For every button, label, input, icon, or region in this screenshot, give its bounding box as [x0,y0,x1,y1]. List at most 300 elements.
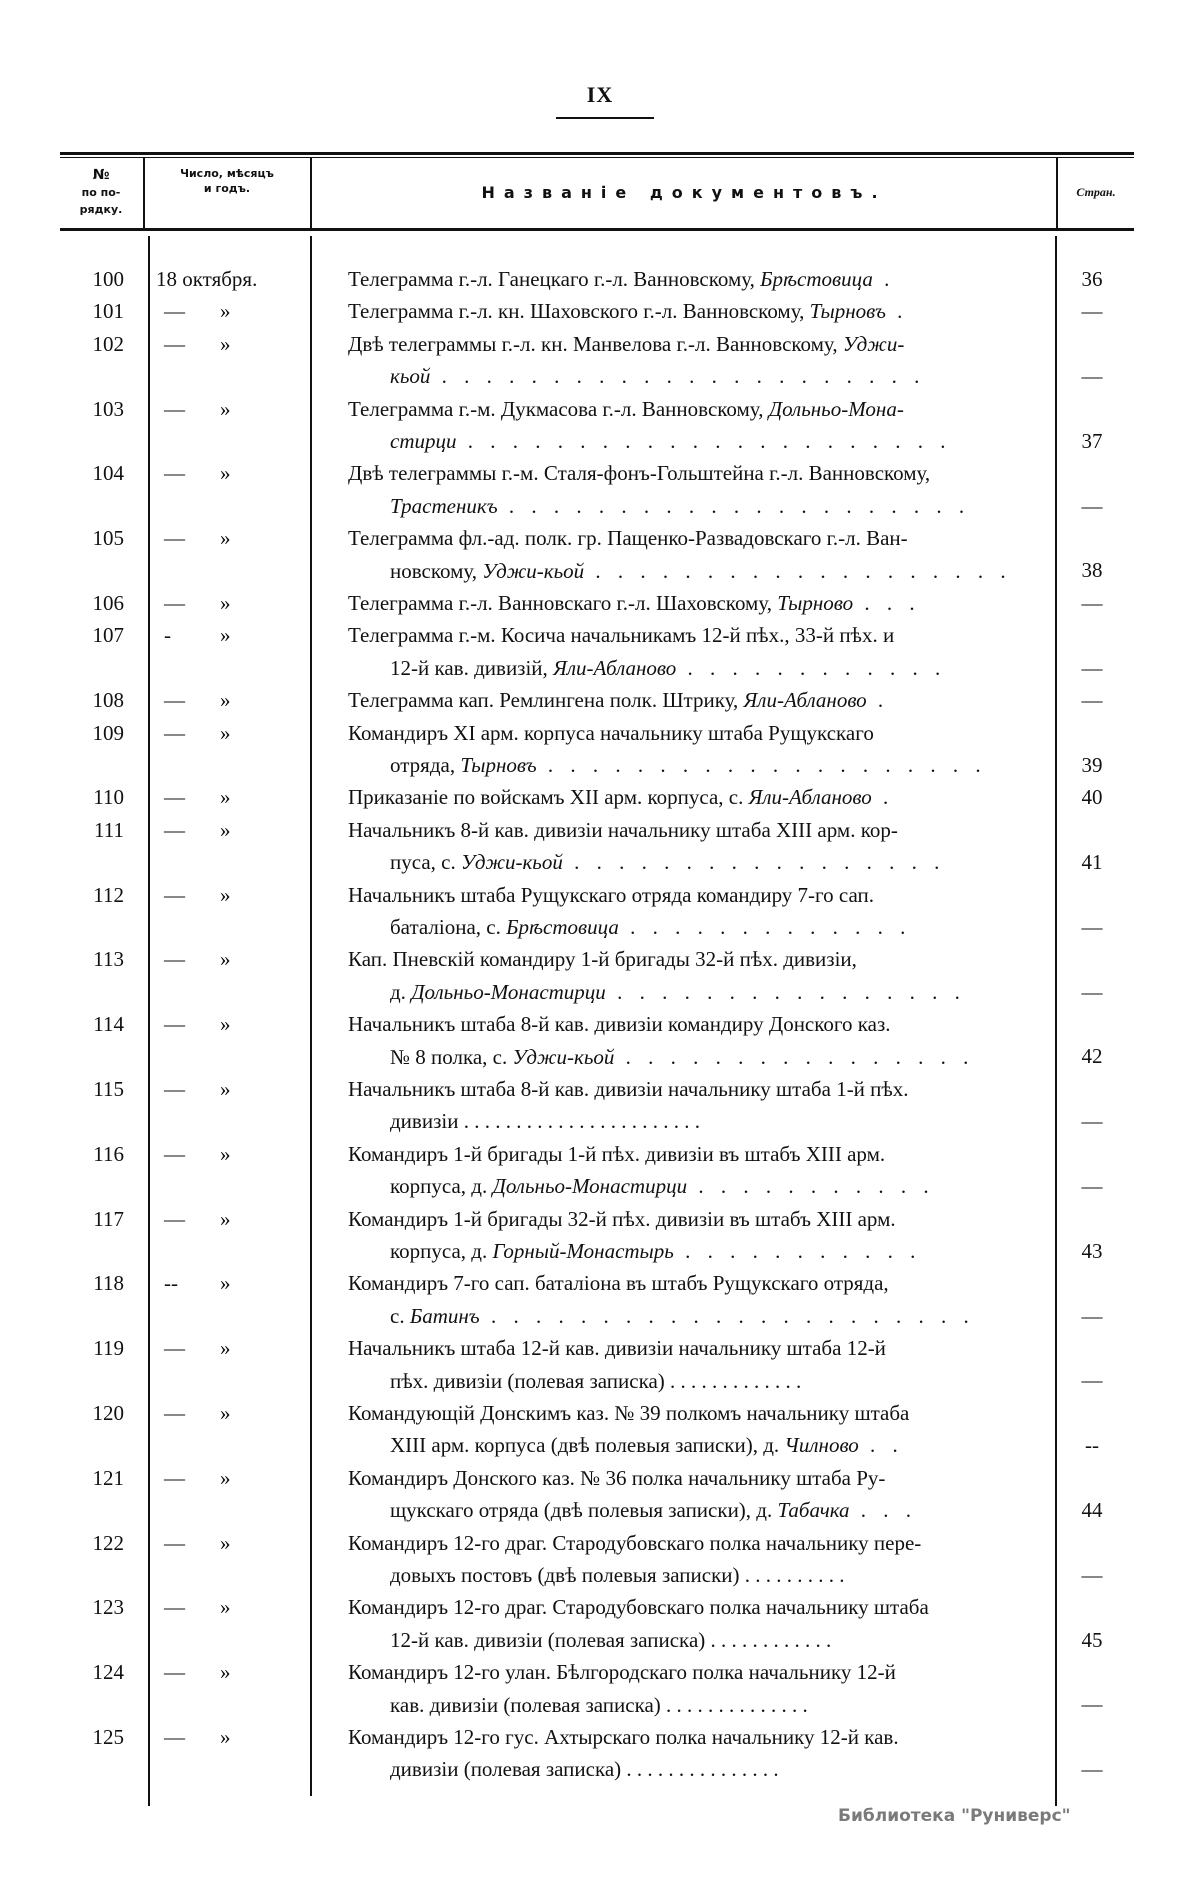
title-text: Командиръ Донского каз. № 36 полка начальнику штаба Ру- [348,1465,886,1490]
place-name: Дольньо-Монастирци [411,979,606,1004]
row-number [0,1397,126,1462]
row-date [126,1397,312,1462]
title-text: отряда, [390,753,461,778]
document-list [0,263,1200,1786]
page-ref [1044,1462,1140,1527]
title-text: Командиръ 12-го драг. Стародубовскаго полка начальнику штаба [348,1595,929,1620]
row-number-text: 124 [92,1660,124,1685]
title-line [348,1300,1044,1333]
place-name: кьой [390,364,431,389]
row-number [0,1656,126,1721]
place-name: Яли-Абланово [743,688,867,713]
title-text: Начальникъ 8-й кав. дивизіи начальнику штаба XIII арм. кор- [348,817,898,842]
header-number [60,156,142,228]
place-name: Тырновъ [809,299,886,324]
date-dash: — [164,1336,185,1361]
row-number [0,619,126,684]
leader-dots: . [866,688,890,713]
page-ref [1044,619,1140,684]
title-line [348,1041,1044,1074]
row-number [0,457,126,522]
page-ref [1044,263,1140,295]
page-ref-text: — [1081,1303,1103,1328]
date-dash: — [164,396,185,421]
place-name: Чилново [784,1433,859,1458]
date-ditto-mark: » [220,1724,231,1749]
page-ref [1044,717,1140,782]
date-dash: — [164,299,185,324]
page-ref-text: 38 [1081,558,1103,583]
title-text: Начальникъ штаба 12-й кав. дивизіи начальнику штаба 12-й [348,1336,886,1361]
row-date [126,943,312,1008]
leader-dots: . . . [849,1498,918,1523]
place-name: Уджи-кьой [482,558,585,583]
place-name: стирци [390,429,457,454]
title-text: Телеграмма г.-м. Дукмасова г.-л. Ванновскому, [348,396,769,421]
date-dash: — [164,1141,185,1166]
date-ditto-mark: » [220,590,231,615]
title-line [348,1332,1044,1365]
date-ditto-mark: » [220,1660,231,1685]
place-name: Яли-Абланово [553,655,677,680]
page-ref-text: — [1081,1174,1103,1199]
table-row [0,717,1200,782]
date-dash: — [164,1400,185,1425]
title-line [348,263,1044,296]
date-ditto-mark: » [220,882,231,907]
table-row [0,393,1200,458]
date-dash: — [164,882,185,907]
page-ref [1044,295,1140,327]
title-text: с. [390,1303,410,1328]
row-number-text: 106 [92,590,124,615]
leader-dots: . . . . . . . . . . . . . . . . . . . [584,558,1012,583]
date-dash: — [164,785,185,810]
title-text: Телеграмма г.-л. Ванновскаго г.-л. Шаховскому, [348,590,778,615]
title-line [348,1656,1044,1689]
document-title [312,1527,1044,1592]
date-dash: -- [164,1271,178,1296]
date-dash: — [164,461,185,486]
date-ditto-mark: » [220,1271,231,1296]
place-name: Дольньо-Монастирци [492,1174,688,1199]
title-text: новскому, [390,558,483,583]
table-row [0,263,1200,295]
page-ref-text: — [1081,493,1103,518]
page-ref [1044,587,1140,619]
title-text: Командиръ 7-го сап. баталіона въ штабъ Рущукскаго отряда, [348,1271,889,1296]
row-date [126,1591,312,1656]
table-row [0,1721,1200,1786]
row-number-text: 119 [93,1336,124,1361]
title-text: 12-й кав. дивизіи (полевая записка) . . . . . . . . . . . . [390,1627,832,1652]
title-text: Телеграмма г.-м. Косича начальникамъ 12-й пѣх., 33-й пѣх. и [348,623,895,648]
header-title: Названіе документовъ. [481,182,887,202]
leader-dots: . . . . . . . . . . . . . . . . . . . . . . [479,1303,975,1328]
row-number-text: 109 [92,720,124,745]
row-number [0,263,126,295]
title-text: 12-й кав. дивизій, [390,655,554,680]
title-line [348,1624,1044,1657]
document-title [312,1656,1044,1721]
table-row [0,1656,1200,1721]
row-number-text: 121 [92,1465,124,1490]
leader-dots: . . [858,1433,904,1458]
title-text: Телеграмма фл.-ад. полк. гр. Пащенко-Развадовскаго г.-л. Ван- [348,526,908,551]
title-line [348,684,1044,717]
row-date [126,1138,312,1203]
page-ref-text: — [1081,590,1103,615]
place-name: Тырново [777,590,854,615]
title-line [348,1365,1044,1398]
document-title [312,1008,1044,1073]
title-line [348,295,1044,328]
document-title [312,814,1044,879]
title-text: Командиръ 1-й бригады 32-й пѣх. дивизіи въ штабъ XIII арм. [348,1206,896,1231]
title-text: Телеграмма г.-л. кн. Шаховского г.-л. Ванновскому, [348,299,810,324]
date-dash: — [164,947,185,972]
row-number [0,814,126,879]
row-date [126,1203,312,1268]
title-text: Командующій Донскимъ каз. № 39 полкомъ начальнику штаба [348,1400,910,1425]
header-number-line2: по по- [81,185,121,199]
leader-dots: . [885,299,909,324]
table-row [0,1267,1200,1332]
place-name: Трастеникъ [390,493,498,518]
page-ref [1044,1656,1140,1721]
row-date [126,457,312,522]
leader-dots: . [871,785,895,810]
leader-dots: . . . . . . . . . . . . . . . . . . . . [536,753,987,778]
page-ref-text: 40 [1081,785,1103,810]
row-number [0,328,126,393]
page-ref [1044,393,1140,458]
watermark: Библиотека "Руниверс" [838,1806,1071,1826]
row-date [126,263,312,295]
place-name: Табачка [777,1498,850,1523]
date-ditto-mark: » [220,1141,231,1166]
page-ref [1044,1138,1140,1203]
date-dash: — [164,1012,185,1037]
page-ref [1044,1203,1140,1268]
date-dash: — [164,1206,185,1231]
place-name: Брѣстовица [760,267,873,291]
page-ref [1044,814,1140,879]
row-number [0,1203,126,1268]
page-number: IX [586,82,614,107]
title-text: Приказаніе по войскамъ XII арм. корпуса, с. [348,785,749,810]
title-line [348,717,1044,750]
row-number-text: 104 [92,461,124,486]
page-ref-text: — [1081,1757,1103,1782]
page-ref [1044,684,1140,716]
row-date [126,522,312,587]
place-name: Батинъ [409,1303,480,1328]
page-ref-text: 36 [1081,266,1103,291]
row-number-text: 103 [92,396,124,421]
table-row [0,1462,1200,1527]
page-ref [1044,781,1140,813]
row-date [126,1008,312,1073]
document-title [312,717,1044,782]
title-line [348,587,1044,620]
row-number [0,522,126,587]
row-date [126,328,312,393]
leader-dots: . [872,267,896,291]
title-line [348,781,1044,814]
row-number-text: 117 [93,1206,124,1231]
document-title [312,1397,1044,1462]
page-ref [1044,1332,1140,1397]
row-number [0,879,126,944]
table-top-rule [60,152,1134,155]
date-text: 18 октября. [156,267,258,291]
row-number-text: 120 [92,1400,124,1425]
title-line [348,879,1044,912]
row-number-text: 115 [93,1076,124,1101]
row-number [0,393,126,458]
document-title [312,328,1044,393]
page-ref [1044,1721,1140,1786]
row-number-text: 123 [92,1595,124,1620]
row-date [126,1721,312,1786]
title-line [348,1591,1044,1624]
table-row [0,1138,1200,1203]
row-number-text: 114 [93,1012,124,1037]
title-text: Командиръ XI арм. корпуса начальнику штаба Рущукскаго [348,720,874,745]
table-row [0,1073,1200,1138]
title-line [348,1203,1044,1236]
page-ref-text: -- [1085,1433,1099,1458]
row-date [126,1462,312,1527]
title-line [348,619,1044,652]
page-ref-text: 42 [1081,1044,1103,1069]
title-line [348,911,1044,944]
leader-dots: . . . . . . . . . . . . . . . . . . . . . . [456,429,952,454]
title-line [348,1689,1044,1722]
row-number-text: 116 [93,1141,124,1166]
row-date [126,393,312,458]
row-number [0,717,126,782]
title-text: Командиръ 12-го гус. Ахтырскаго полка начальнику 12-й кав. [348,1724,899,1749]
title-line [348,522,1044,555]
title-text: Телеграмма г.-л. Ганецкаго г.-л. Ванновскому, [348,267,761,291]
title-text: Начальникъ штаба Рущукскаго отряда командиру 7-го сап. [348,882,874,907]
page-ref-text: — [1081,1692,1103,1717]
table-row [0,587,1200,619]
row-number [0,1008,126,1073]
title-text: Командиръ 12-го улан. Бѣлгородскаго полка начальнику 12-й [348,1660,896,1685]
document-title [312,1138,1044,1203]
place-name: Тырновъ [460,753,537,778]
date-ditto-mark: » [220,720,231,745]
header-date-line1: Число, мѣсяцъ [180,167,274,180]
row-date [126,1527,312,1592]
title-line [348,652,1044,685]
document-title [312,1591,1044,1656]
date-dash: — [164,331,185,356]
page-ref-text: 39 [1081,752,1103,777]
page-ref [1044,879,1140,944]
date-dash: — [164,1660,185,1685]
table-row [0,781,1200,813]
row-number-text: 108 [92,688,124,713]
title-line [348,425,1044,458]
table-row [0,1527,1200,1592]
date-ditto-mark: » [220,947,231,972]
document-title [312,263,1044,295]
leader-dots: . . . . . . . . . . . [687,1174,935,1199]
leader-dots: . . . . . . . . . . . . . . . . [614,1044,975,1069]
page-ref-text: — [1081,1368,1103,1393]
row-number-text: 118 [93,1271,124,1296]
date-ditto-mark: » [220,817,231,842]
place-name: Уджи-кьой [460,850,563,875]
date-ditto-mark: » [220,1595,231,1620]
title-line [348,976,1044,1009]
page-ref-text: — [1081,655,1103,680]
document-title [312,943,1044,1008]
title-line [348,490,1044,523]
row-number [0,1267,126,1332]
title-text: пѣх. дивизіи (полевая записка) . . . . . . . . . . . . . [390,1368,802,1393]
row-date [126,295,312,327]
date-dash: — [164,1595,185,1620]
title-text: баталіона, с. [390,915,507,940]
row-number [0,1721,126,1786]
row-number-text: 102 [92,331,124,356]
row-date [126,1073,312,1138]
row-date [126,587,312,619]
date-ditto-mark: » [220,1400,231,1425]
date-dash: — [164,590,185,615]
page-ref [1044,1267,1140,1332]
document-title [312,1721,1044,1786]
date-ditto-mark: » [220,623,231,648]
page-ref-text: — [1081,688,1103,713]
row-date [126,879,312,944]
page-ref [1044,457,1140,522]
date-ditto-mark: » [220,1336,231,1361]
page-ref-text: 44 [1081,1498,1103,1522]
table-row [0,1397,1200,1462]
leader-dots: . . . . . . . . . . . . [676,655,947,680]
title-line [348,328,1044,361]
header-date [144,156,310,228]
row-date [126,717,312,782]
title-text: щукскаго отряда (двѣ полевыя записки), д. [390,1498,778,1523]
document-title [312,1203,1044,1268]
title-line [348,1008,1044,1041]
title-text: дивизіи . . . . . . . . . . . . . . . . . . . . . . . [390,1109,700,1134]
document-title [312,393,1044,458]
row-number-text: 100 [92,267,124,291]
title-line [348,555,1044,588]
row-date [126,781,312,813]
table-row [0,814,1200,879]
row-number-text: 125 [92,1724,124,1749]
date-dash: — [164,1724,185,1749]
row-number [0,943,126,1008]
table-row [0,457,1200,522]
title-line [348,1429,1044,1462]
title-text: Двѣ телеграммы г.-м. Сталя-фонъ-Гольштейна г.-л. Ванновскому, [348,461,931,486]
document-title [312,295,1044,327]
title-line [348,1170,1044,1203]
page-ref-text: — [1081,1109,1103,1134]
page-ref-text: 45 [1081,1627,1103,1652]
title-line [348,1494,1044,1527]
header-bottom-rule [60,228,1134,231]
date-dash: — [164,688,185,713]
row-date [126,684,312,716]
title-line [348,1753,1044,1786]
table-row [0,1591,1200,1656]
leader-dots: . . . [853,590,921,615]
title-text: корпуса, д. [390,1239,493,1264]
page-ref-text: 41 [1081,850,1103,875]
place-name: Уджи- [842,331,905,356]
title-line [348,814,1044,847]
row-number [0,295,126,327]
table-row [0,879,1200,944]
date-ditto-mark: » [220,331,231,356]
leader-dots: . . . . . . . . . . . . . . . . . . . . . [497,493,971,518]
page-number-rule [556,117,654,119]
title-line [348,393,1044,426]
header-date-line2: и годъ. [203,182,251,195]
place-name: Уджи-кьой [512,1044,615,1069]
date-ditto-mark: » [220,461,231,486]
row-number [0,1073,126,1138]
page-ref [1044,1008,1140,1073]
row-number-text: 107 [92,623,124,648]
date-dash: — [164,1465,185,1490]
document-title [312,1462,1044,1527]
title-line [348,1105,1044,1138]
document-title [312,879,1044,944]
title-line [348,1527,1044,1560]
row-number [0,1462,126,1527]
row-number [0,587,126,619]
header-page: Стран. [1076,184,1116,199]
title-text: Начальникъ штаба 8-й кав. дивизіи командиру Донского каз. [348,1012,891,1037]
title-text: Командиръ 1-й бригады 1-й пѣх. дивизіи въ штабъ XIII арм. [348,1141,886,1166]
title-text: пуса, с. [390,850,461,875]
title-line [348,1138,1044,1171]
row-date [126,1332,312,1397]
row-date [126,1656,312,1721]
page-ref [1044,1073,1140,1138]
date-ditto-mark: » [220,526,231,551]
title-line [348,1721,1044,1754]
title-text: кав. дивизіи (полевая записка) . . . . . . . . . . . . . . [390,1692,808,1717]
date-ditto-mark: » [220,396,231,421]
table-row [0,1203,1200,1268]
title-text: № 8 полка, с. [390,1044,513,1069]
document-title [312,522,1044,587]
table-row [0,1332,1200,1397]
title-text: Телеграмма кап. Ремлингена полк. Штрику, [348,688,744,713]
place-name: Дольньо-Мона- [768,396,904,421]
title-line [348,943,1044,976]
page-ref [1044,1591,1140,1656]
date-ditto-mark: » [220,785,231,810]
table-row [0,328,1200,393]
row-number [0,781,126,813]
page-ref [1044,522,1140,587]
page-ref-text: — [1081,1562,1103,1587]
